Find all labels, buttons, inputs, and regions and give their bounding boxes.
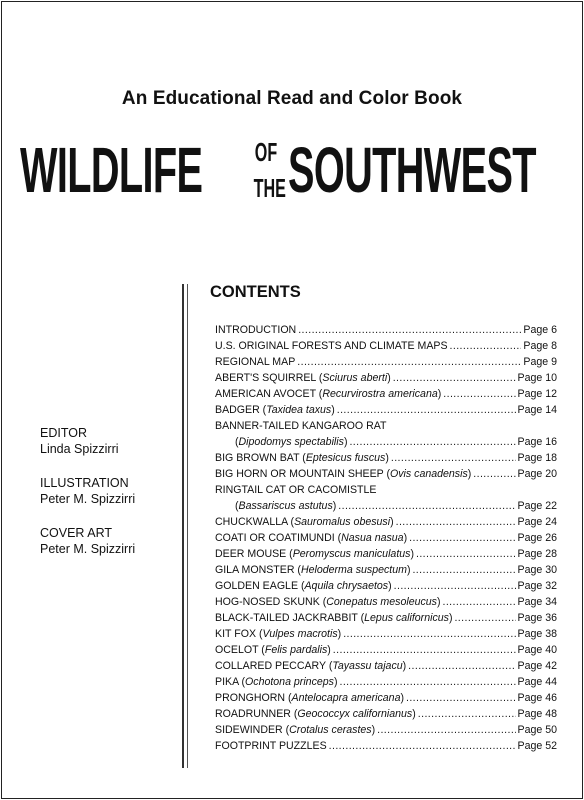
toc-dot-leader bbox=[349, 434, 515, 450]
toc-entry-title-line: BANNER-TAILED KANGAROO RAT bbox=[215, 420, 387, 432]
toc-dot-leader bbox=[454, 610, 515, 626]
divider-line-thin bbox=[187, 284, 188, 768]
toc-entry bbox=[215, 546, 557, 562]
toc-entry-label: CHUCKWALLA (Sauromalus obesusi) bbox=[215, 516, 394, 528]
document-page bbox=[1, 1, 583, 799]
toc-entry-page: Page 32 bbox=[517, 580, 557, 592]
scientific-name: Vulpes macrotis bbox=[262, 628, 338, 640]
toc-entry bbox=[215, 642, 557, 658]
toc-dot-leader bbox=[393, 370, 516, 386]
toc-entry-label: BIG BROWN BAT (Eptesicus fuscus) bbox=[215, 452, 389, 464]
toc-entry-page: Page 8 bbox=[523, 340, 557, 352]
toc-dot-leader bbox=[333, 642, 516, 658]
toc-entry-page: Page 12 bbox=[517, 388, 557, 400]
toc-entry-title-line: RINGTAIL CAT OR CACOMISTLE bbox=[215, 484, 377, 496]
credit-cover-art bbox=[40, 525, 135, 557]
toc-entry bbox=[215, 450, 557, 466]
toc-entry-page: Page 6 bbox=[523, 324, 557, 336]
toc-entry-label: DEER MOUSE (Peromyscus maniculatus) bbox=[215, 548, 414, 560]
toc-entry bbox=[215, 690, 557, 706]
toc-entry bbox=[215, 674, 557, 690]
toc-dot-leader bbox=[409, 530, 515, 546]
toc-dot-leader bbox=[298, 322, 521, 338]
toc-entry-page: Page 30 bbox=[517, 564, 557, 576]
table-of-contents bbox=[215, 322, 557, 754]
toc-entry-page: Page 26 bbox=[517, 532, 557, 544]
toc-entry bbox=[215, 578, 557, 594]
toc-dot-leader bbox=[391, 450, 516, 466]
toc-entry-page: Page 44 bbox=[517, 676, 557, 688]
scientific-name: Lepus californicus bbox=[364, 612, 449, 624]
toc-dot-leader bbox=[377, 722, 515, 738]
toc-entry-label: FOOTPRINT PUZZLES bbox=[215, 740, 327, 752]
toc-entry-label: (Dipodomys spectabilis) bbox=[235, 436, 348, 448]
toc-entry-label: OCELOT (Felis pardalis) bbox=[215, 644, 331, 656]
toc-entry-label: ROADRUNNER (Geococcyx californianus) bbox=[215, 708, 416, 720]
toc-entry bbox=[215, 402, 557, 418]
toc-entry-label: ABERT'S SQUIRREL (Sciurus aberti) bbox=[215, 372, 391, 384]
credit-role: ILLUSTRATION bbox=[40, 476, 129, 490]
toc-entry-label: PRONGHORN (Antelocapra americana) bbox=[215, 692, 404, 704]
toc-entry bbox=[215, 562, 557, 578]
toc-entry-page: Page 16 bbox=[517, 436, 557, 448]
title-word-southwest: SOUTHWEST bbox=[288, 134, 536, 206]
scientific-name: Ochotona princeps bbox=[245, 676, 334, 688]
toc-entry-label: COATI OR COATIMUNDI (Nasua nasua) bbox=[215, 532, 408, 544]
toc-dot-leader bbox=[343, 626, 515, 642]
toc-dot-leader bbox=[408, 658, 515, 674]
toc-entry bbox=[215, 706, 557, 722]
credit-illustration bbox=[40, 475, 135, 507]
scientific-name: Dipodomys spectabilis bbox=[238, 436, 344, 448]
toc-entry-page: Page 42 bbox=[517, 660, 557, 672]
credit-role: EDITOR bbox=[40, 426, 87, 440]
toc-entry-page: Page 36 bbox=[517, 612, 557, 624]
toc-entry bbox=[215, 626, 557, 642]
credits bbox=[40, 425, 135, 575]
toc-entry bbox=[215, 514, 557, 530]
toc-entry bbox=[215, 594, 557, 610]
credit-name: Linda Spizzirri bbox=[40, 442, 119, 456]
toc-entry-label: KIT FOX (Vulpes macrotis) bbox=[215, 628, 342, 640]
toc-entry bbox=[215, 738, 557, 754]
credit-name: Peter M. Spizzirri bbox=[40, 492, 136, 506]
toc-entry-page: Page 24 bbox=[517, 516, 557, 528]
toc-entry-page: Page 52 bbox=[517, 740, 557, 752]
toc-dot-leader bbox=[340, 674, 516, 690]
scientific-name: Recurvirostra americana bbox=[322, 388, 438, 400]
credit-role: COVER ART bbox=[40, 526, 113, 540]
scientific-name: Nasua nasua bbox=[341, 532, 404, 544]
toc-entry-page: Page 22 bbox=[517, 500, 557, 512]
toc-entry bbox=[215, 498, 557, 514]
toc-entry-page: Page 34 bbox=[517, 596, 557, 608]
toc-dot-leader bbox=[473, 466, 515, 482]
toc-dot-leader bbox=[443, 594, 516, 610]
scientific-name: Geococcyx californianus bbox=[297, 708, 413, 720]
toc-entry bbox=[215, 322, 557, 338]
toc-entry-page: Page 10 bbox=[517, 372, 557, 384]
toc-dot-leader bbox=[396, 514, 516, 530]
toc-dot-leader bbox=[416, 546, 516, 562]
toc-entry-page: Page 28 bbox=[517, 548, 557, 560]
toc-entry-page: Page 46 bbox=[517, 692, 557, 704]
scientific-name: Antelocapra americana bbox=[291, 692, 401, 704]
toc-entry bbox=[215, 434, 557, 450]
divider-line bbox=[182, 284, 184, 768]
scientific-name: Aquila chrysaetos bbox=[304, 580, 389, 592]
toc-entry-label: (Bassariscus astutus) bbox=[235, 500, 337, 512]
scientific-name: Peromyscus maniculatus bbox=[292, 548, 411, 560]
toc-dot-leader bbox=[450, 338, 522, 354]
toc-entry-label: AMERICAN AVOCET (Recurvirostra americana) bbox=[215, 388, 442, 400]
toc-entry bbox=[215, 722, 557, 738]
credit-name: Peter M. Spizzirri bbox=[40, 542, 136, 556]
title-of: OF bbox=[254, 137, 278, 167]
book-subtitle: An Educational Read and Color Book bbox=[121, 88, 463, 109]
toc-entry-page: Page 38 bbox=[517, 628, 557, 640]
toc-entry-label: INTRODUCTION bbox=[215, 324, 297, 336]
toc-entry-page: Page 14 bbox=[517, 404, 557, 416]
scientific-name: Tayassu tajacu bbox=[332, 660, 403, 672]
toc-dot-leader bbox=[329, 738, 516, 754]
toc-entry-label: PIKA (Ochotona princeps) bbox=[215, 676, 338, 688]
toc-entry-page: Page 18 bbox=[517, 452, 557, 464]
toc-dot-leader bbox=[406, 690, 516, 706]
scientific-name: Heloderma suspectum bbox=[300, 564, 407, 576]
toc-entry-label: SIDEWINDER (Crotalus cerastes) bbox=[215, 724, 376, 736]
scientific-name: Taxidea taxus bbox=[266, 404, 332, 416]
toc-entry bbox=[215, 386, 557, 402]
toc-entry-label: GOLDEN EAGLE (Aquila chrysaetos) bbox=[215, 580, 392, 592]
toc-entry-page: Page 40 bbox=[517, 644, 557, 656]
toc-entry bbox=[215, 610, 557, 626]
scientific-name: Eptesicus fuscus bbox=[305, 452, 386, 464]
title-the: THE bbox=[253, 173, 286, 203]
scientific-name: Sciurus aberti bbox=[322, 372, 388, 384]
toc-entry bbox=[215, 658, 557, 674]
book-title bbox=[20, 128, 568, 212]
toc-entry-label: REGIONAL MAP bbox=[215, 356, 296, 368]
toc-entry bbox=[215, 338, 557, 354]
toc-entry-page: Page 20 bbox=[517, 468, 557, 480]
scientific-name: Crotalus cerastes bbox=[289, 724, 372, 736]
toc-entry-page: Page 48 bbox=[517, 708, 557, 720]
toc-entry-page: Page 50 bbox=[517, 724, 557, 736]
title-word-wildlife: WILDLIFE bbox=[20, 134, 203, 206]
contents-heading: CONTENTS bbox=[210, 283, 301, 301]
toc-entry bbox=[215, 370, 557, 386]
toc-entry-page: Page 9 bbox=[523, 356, 557, 368]
toc-dot-leader bbox=[337, 402, 516, 418]
toc-entry bbox=[215, 466, 557, 482]
toc-entry-label: COLLARED PECCARY (Tayassu tajacu) bbox=[215, 660, 407, 672]
toc-entry bbox=[215, 354, 557, 370]
scientific-name: Ovis canadensis bbox=[390, 468, 468, 480]
toc-entry-label: HOG-NOSED SKUNK (Conepatus mesoleucus) bbox=[215, 596, 441, 608]
toc-dot-leader bbox=[443, 386, 515, 402]
scientific-name: Bassariscus astutus bbox=[238, 500, 333, 512]
title-of-the bbox=[253, 134, 286, 206]
toc-dot-leader bbox=[412, 562, 515, 578]
scientific-name: Conepatus mesoleucus bbox=[326, 596, 437, 608]
toc-dot-leader bbox=[418, 706, 516, 722]
toc-entry-label: BLACK-TAILED JACKRABBIT (Lepus californicus) bbox=[215, 612, 453, 624]
scientific-name: Felis pardalis bbox=[264, 644, 328, 656]
toc-entry bbox=[215, 530, 557, 546]
credit-editor bbox=[40, 425, 135, 457]
toc-entry-label: GILA MONSTER (Heloderma suspectum) bbox=[215, 564, 411, 576]
toc-dot-leader bbox=[297, 354, 521, 370]
scientific-name: Sauromalus obesusi bbox=[294, 516, 391, 528]
toc-dot-leader bbox=[338, 498, 515, 514]
toc-dot-leader bbox=[394, 578, 516, 594]
toc-entry-label: U.S. ORIGINAL FORESTS AND CLIMATE MAPS bbox=[215, 340, 448, 352]
toc-entry-label: BIG HORN OR MOUNTAIN SHEEP (Ovis canadensis) bbox=[215, 468, 472, 480]
toc-entry-label: BADGER (Taxidea taxus) bbox=[215, 404, 335, 416]
